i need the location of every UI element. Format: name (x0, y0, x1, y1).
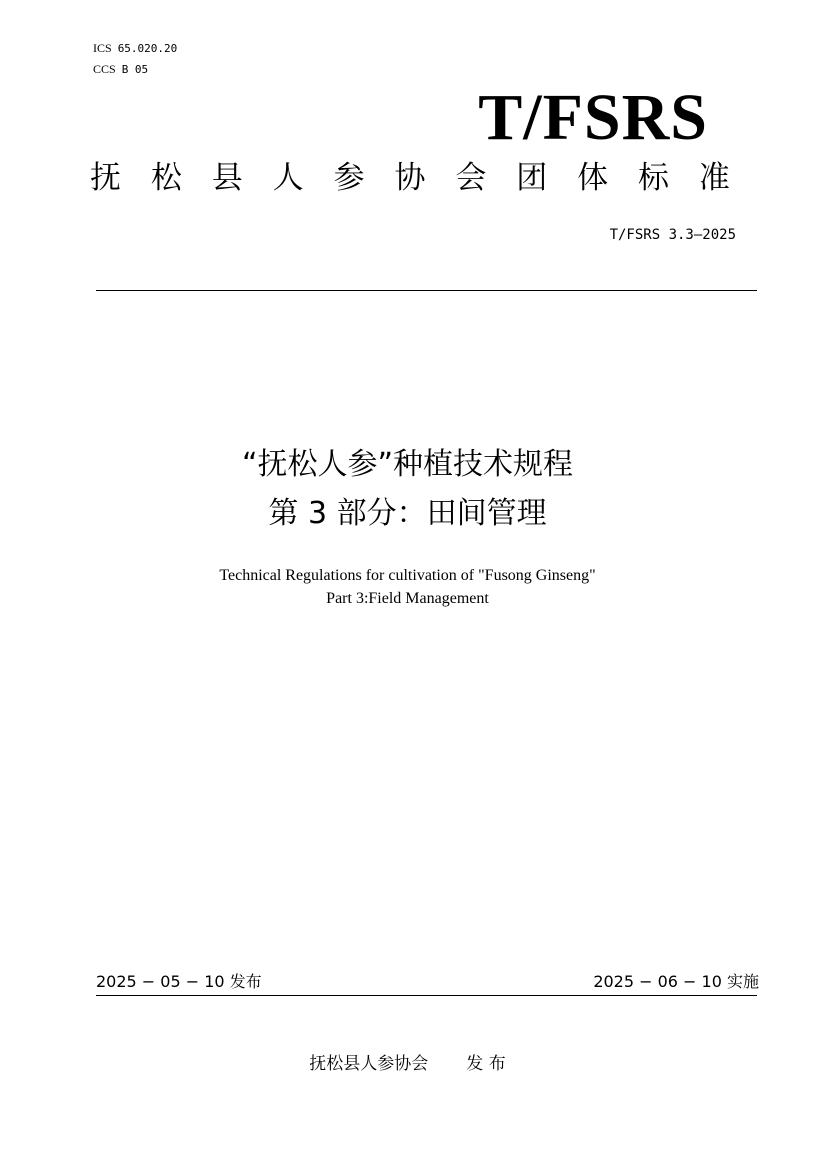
title-zh-line1: “抚松人参”种植技术规程 (241, 447, 574, 482)
org-title-char: 人 (272, 160, 304, 196)
ccs-label: CCS (93, 62, 116, 76)
implement-date: 2025 − 06 − 10 实施 (593, 972, 759, 991)
ccs-value: B 05 (121, 63, 149, 76)
ics-value: 65.020.20 (117, 42, 178, 55)
header-divider (96, 290, 757, 291)
org-title-char: 准 (698, 160, 730, 196)
org-title-char: 县 (211, 160, 243, 196)
org-title-char: 体 (577, 160, 609, 196)
publisher-line (0, 1052, 815, 1076)
org-title-char: 标 (638, 160, 670, 196)
standard-number: T/FSRS 3.3—2025 (609, 227, 736, 243)
brand-mark: T/FSRS (478, 81, 708, 154)
org-title-char: 会 (455, 160, 487, 196)
title-en-line1: Technical Regulations for cultivation of "Fusong Ginseng" (219, 567, 596, 584)
ccs-code (93, 61, 148, 78)
org-title-char: 松 (150, 160, 182, 196)
org-title (90, 158, 730, 198)
publish-action: 发 布 (466, 1054, 506, 1074)
ics-code (93, 40, 177, 57)
org-title-char: 抚 (90, 160, 121, 196)
ics-label: ICS (93, 41, 112, 55)
issue-date: 2025 − 05 − 10 发布 (96, 972, 262, 991)
title-zh-line2: 第 3 部分：田间管理 (268, 496, 547, 531)
title-en-line2: Part 3:Field Management (326, 590, 489, 607)
org-title-char: 协 (394, 160, 426, 196)
publisher-name: 抚松县人参协会 (309, 1054, 429, 1074)
date-divider (96, 995, 757, 996)
org-title-char: 参 (333, 160, 365, 196)
org-title-char: 团 (516, 160, 548, 196)
